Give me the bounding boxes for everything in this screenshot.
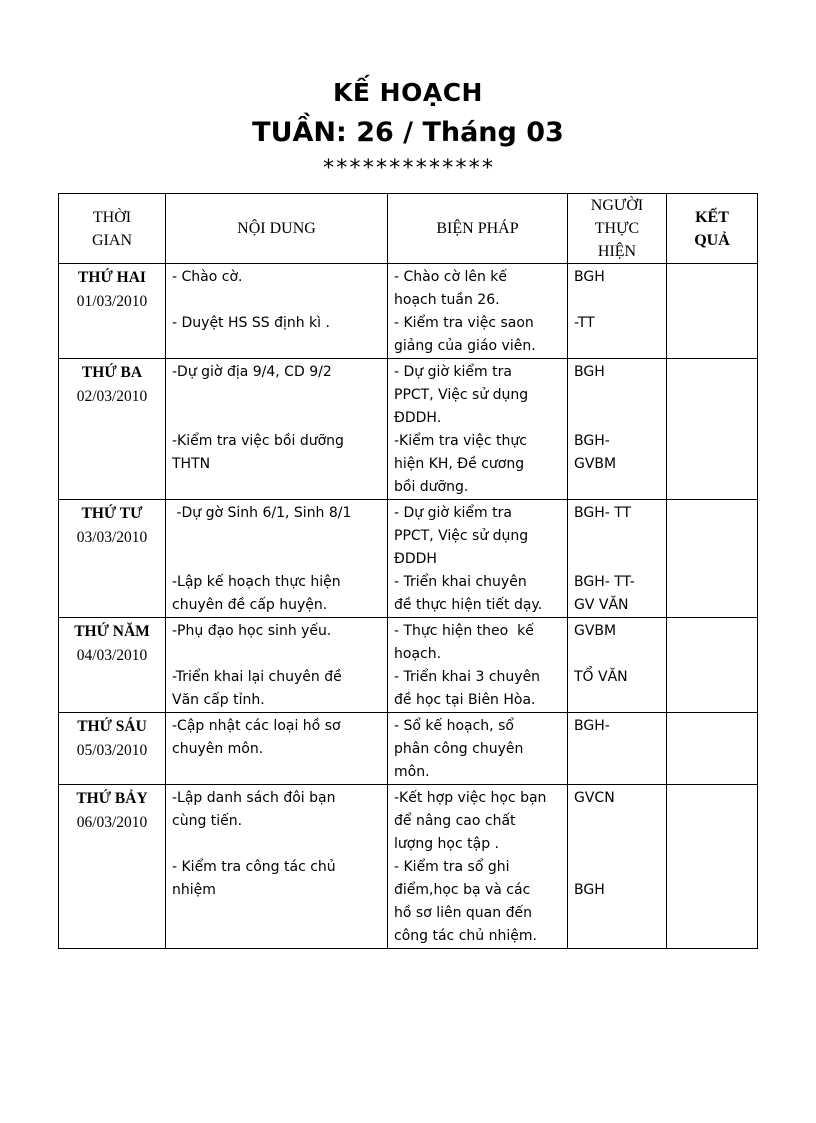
content-cell: -Dự giờ địa 9/4, CD 9/2 -Kiểm tra việc bồi dưỡng THTN xyxy=(166,359,388,500)
table-row xyxy=(59,359,758,500)
header-time: THỜI GIAN xyxy=(59,194,166,264)
result-cell xyxy=(667,264,758,359)
star-divider: ************* xyxy=(321,156,495,181)
table-row xyxy=(59,264,758,359)
day-cell: THỨ TƯ 03/03/2010 xyxy=(59,500,166,618)
day-cell: THỨ HAI 01/03/2010 xyxy=(59,264,166,359)
person-cell: BGH BGH- GVBM xyxy=(568,359,667,500)
day-cell: THỨ NĂM 04/03/2010 xyxy=(59,618,166,713)
result-cell xyxy=(667,713,758,785)
header-content: NỘI DUNG xyxy=(166,194,388,264)
day-cell: THỨ BA 02/03/2010 xyxy=(59,359,166,500)
week-subtitle: TUẦN: 26 / Tháng 03 xyxy=(252,117,564,148)
content-cell: -Cập nhật các loại hồ sơ chuyên môn. xyxy=(166,713,388,785)
table-row xyxy=(59,618,758,713)
person-cell: BGH- TT BGH- TT- GV VĂN xyxy=(568,500,667,618)
method-cell: - Sổ kế hoạch, sổ phân công chuyên môn. xyxy=(388,713,568,785)
content-cell: -Phụ đạo học sinh yếu. -Triển khai lại chuyên đề Văn cấp tỉnh. xyxy=(166,618,388,713)
table-row xyxy=(59,500,758,618)
method-cell: - Thực hiện theo kế hoạch. - Triển khai 3 chuyên đề học tại Biên Hòa. xyxy=(388,618,568,713)
result-cell xyxy=(667,785,758,949)
person-cell: GVBM TỔ VĂN xyxy=(568,618,667,713)
day-cell: THỨ SÁU 05/03/2010 xyxy=(59,713,166,785)
result-cell xyxy=(667,618,758,713)
content-cell: -Lập danh sách đôi bạn cùng tiến. - Kiểm tra công tác chủ nhiệm xyxy=(166,785,388,949)
table-row xyxy=(59,713,758,785)
header-person: NGƯỜI THỰC HIỆN xyxy=(568,194,667,264)
table-row xyxy=(59,785,758,949)
method-cell: - Dự giờ kiểm tra PPCT, Việc sử dụng ĐDDH - Triển khai chuyên đề thực hiện tiết dạy. xyxy=(388,500,568,618)
method-cell: - Chào cờ lên kế hoạch tuần 26. - Kiểm tra việc saon giảng của giáo viên. xyxy=(388,264,568,359)
method-cell: -Kết hợp việc học bạn để nâng cao chất lượng học tập . - Kiểm tra sổ ghi điểm,học bạ và các hồ sơ liên quan đến công tác chủ nhiệm. xyxy=(388,785,568,949)
schedule-table xyxy=(58,193,758,949)
header-method: BIỆN PHÁP xyxy=(388,194,568,264)
header-result: KẾT QUẢ xyxy=(667,194,758,264)
result-cell xyxy=(667,359,758,500)
method-cell: - Dự giờ kiểm tra PPCT, Việc sử dụng ĐDDH. -Kiểm tra việc thực hiện KH, Đề cương bồi dưỡng. xyxy=(388,359,568,500)
person-cell: GVCN BGH xyxy=(568,785,667,949)
result-cell xyxy=(667,500,758,618)
person-cell: BGH -TT xyxy=(568,264,667,359)
header-row xyxy=(59,194,758,264)
plan-title: KẾ HOẠCH xyxy=(333,78,483,107)
content-cell: -Dự gờ Sinh 6/1, Sinh 8/1 -Lập kế hoạch thực hiện chuyên đề cấp huyện. xyxy=(166,500,388,618)
person-cell: BGH- xyxy=(568,713,667,785)
day-cell: THỨ BẢY 06/03/2010 xyxy=(59,785,166,949)
content-cell: - Chào cờ. - Duyệt HS SS định kì . xyxy=(166,264,388,359)
